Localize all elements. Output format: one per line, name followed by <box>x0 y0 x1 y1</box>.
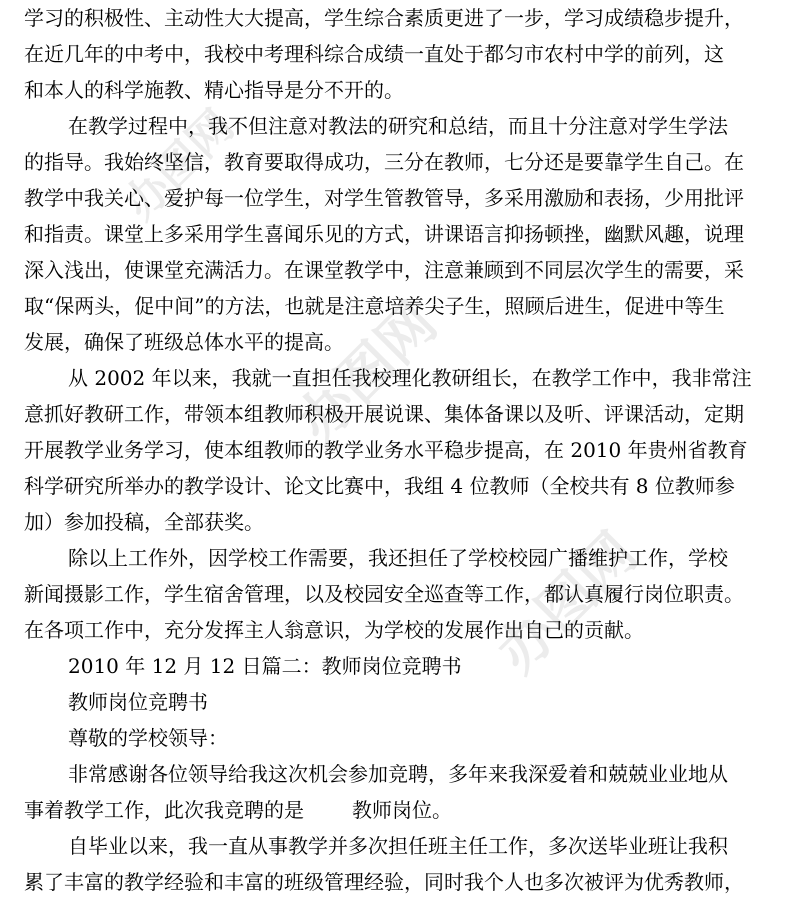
text-line: 教学中我关心、爱护每一位学生，对学生管教管导，多采用激励和表扬，少用批评 <box>24 186 744 210</box>
text-segment: 教师岗位。 <box>352 798 452 822</box>
text-line: 累了丰富的教学经验和丰富的班级管理经验，同时我个人也多次被评为优秀教师， <box>24 870 744 894</box>
watermark: 办图网 <box>484 520 650 686</box>
text-line: 自毕业以来，我一直从事教学并多次担任班主任工作，多次送毕业班让我积 <box>68 834 728 858</box>
text-line: 加）参加投稿，全部获奖。 <box>24 510 264 534</box>
text-line: 尊敬的学校领导： <box>68 726 228 750</box>
text-line: 深入浅出，使课堂充满活力。在课堂教学中，注意兼顾到不同层次学生的需要，采 <box>24 258 744 282</box>
text-line: 从 2002 年以来，我就一直担任我校理化教研组长，在教学工作中，我非常注 <box>68 366 752 390</box>
text-line: 2010 年 12 月 12 日篇二：教师岗位竞聘书 <box>68 654 462 678</box>
text-line: 在近几年的中考中，我校中考理科综合成绩一直处于都匀市农村中学的前列，这 <box>24 42 724 66</box>
text-line: 意抓好教研工作，带领本组教师积极开展说课、集体备课以及听、评课活动，定期 <box>24 402 744 426</box>
text-line: 学习的积极性、主动性大大提高，学生综合素质更进了一步，学习成绩稳步提升， <box>24 6 744 30</box>
text-line: 科学研究所举办的教学设计、论文比赛中，我组 4 位教师（全校共有 8 位教师参 <box>24 474 735 498</box>
document-body <box>24 0 784 900</box>
text-line: 的指导。我始终坚信，教育要取得成功，三分在教师，七分还是要靠学生自己。在 <box>24 150 744 174</box>
text-line: 非常感谢各位领导给我这次机会参加竞聘，多年来我深爱着和兢兢业业地从 <box>68 762 728 786</box>
text-line <box>24 792 784 828</box>
text-line: 取“保两头，促中间”的方法，也就是注意培养尖子生，照顾后进生，促进中等生 <box>24 294 725 318</box>
text-line: 新闻摄影工作，学生宿舍管理，以及校园安全巡查等工作，都认真履行岗位职责。 <box>24 582 744 606</box>
text-line: 和指责。课堂上多采用学生喜闻乐见的方式，讲课语言抑扬顿挫，幽默风趣，说理 <box>24 222 744 246</box>
watermark: 办图网 <box>114 100 244 230</box>
text-line: 在各项工作中，充分发挥主人翁意识，为学校的发展作出自己的贡献。 <box>24 618 644 642</box>
text-line: 教师岗位竞聘书 <box>68 690 208 714</box>
text-line: 发展，确保了班级总体水平的提高。 <box>24 330 344 354</box>
watermark: 办图网 <box>284 290 450 456</box>
text-segment: 事着教学工作，此次我竞聘的是 <box>24 798 304 822</box>
text-line: 和本人的科学施教、精心指导是分不开的。 <box>24 78 404 102</box>
text-line: 开展教学业务学习，使本组教师的教学业务水平稳步提高，在 2010 年贵州省教育 <box>24 438 748 462</box>
text-line: 除以上工作外，因学校工作需要，我还担任了学校校园广播维护工作，学校 <box>68 546 728 570</box>
text-line: 在教学过程中，我不但注意对教法的研究和总结，而且十分注意对学生学法 <box>68 114 728 138</box>
